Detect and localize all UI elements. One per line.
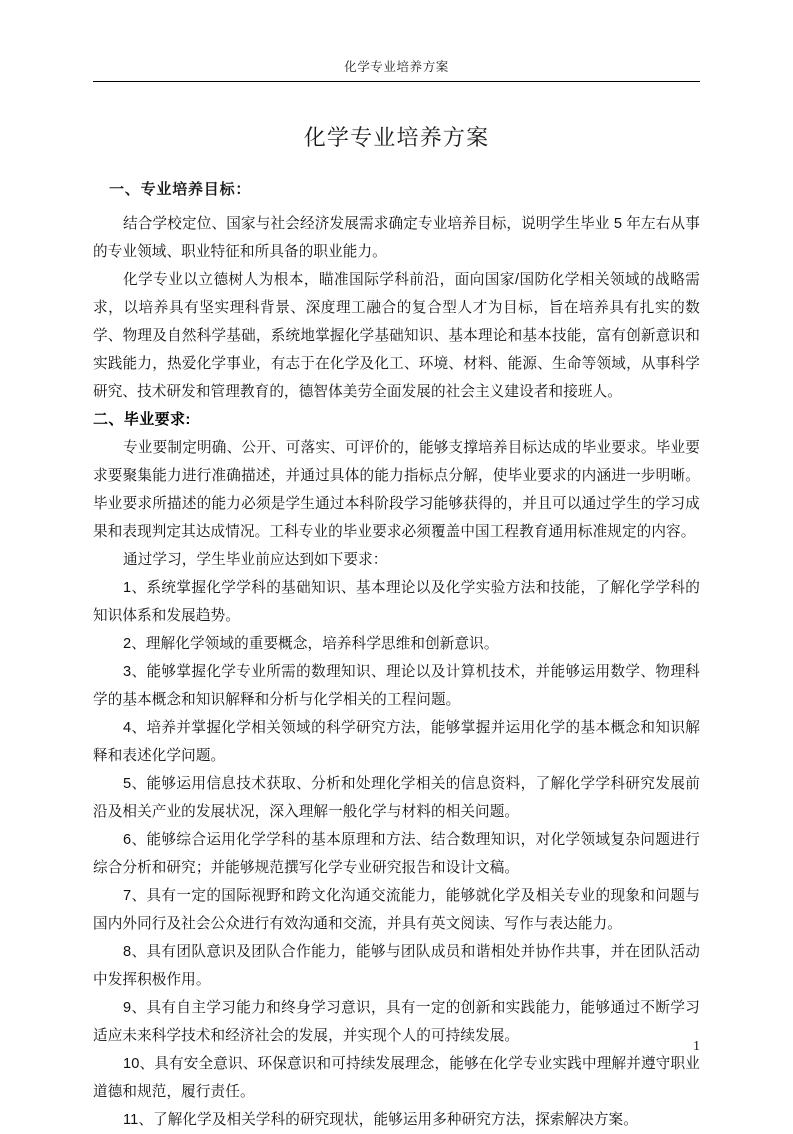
requirements-lead-in: 通过学习，学生毕业前应达到如下要求： — [123, 552, 388, 568]
requirement-item: 2、理解化学领域的重要概念，培养科学思维和创新意识。 — [123, 636, 499, 652]
requirement-item: 7、具有一定的国际视野和跨文化沟通交流能力，能够就化学及相关专业的现象和问题与国内外同行及社会公众进行有效沟通和交流，并具有英文阅读、写作与表达能力。 — [93, 888, 700, 932]
header-divider-rule — [93, 81, 700, 82]
section-heading-objectives: 一、专业培养目标： — [109, 182, 252, 198]
requirement-item: 10、具有安全意识、环保意识和可持续发展理念，能够在化学专业实践中理解并遵守职业道德和规范，履行责任。 — [93, 1056, 700, 1100]
objectives-paragraph-1: 结合学校定位、国家与社会经济发展需求确定专业培养目标，说明学生毕业 5 年左右从事的专业领域、职业特征和所具备的职业能力。 — [93, 216, 700, 260]
requirement-item: 4、培养并掌握化学相关领域的科学研究方法，能够掌握并运用化学的基本概念和知识解释和表述化学问题。 — [93, 720, 700, 764]
running-header — [93, 58, 700, 76]
section-heading-requirements: 二、毕业要求: — [93, 411, 191, 428]
document-body — [93, 176, 700, 1134]
requirement-item: 11、了解化学及相关学科的研究现状，能够运用多种研究方法，探索解决方案。 — [123, 1112, 638, 1128]
requirement-item: 9、具有自主学习能力和终身学习意识，具有一定的创新和实践能力，能够通过不断学习适应未来科学技术和经济社会的发展，并实现个人的可持续发展。 — [93, 1000, 700, 1044]
requirements-paragraph-1: 专业要制定明确、公开、可落实、可评价的，能够支撑培养目标达成的毕业要求。毕业要求要聚集能力进行准确描述，并通过具体的能力指标点分解，使毕业要求的内涵进一步明晰。毕业要求所描述的能力必须是学生通过本科阶段学习能够获得的，并且可以通过学生的学习成果和表现判定其达成情况。工科专业的毕业要求必须覆盖中国工程教育通用标准规定的内容。 — [93, 440, 700, 540]
footer-page-number: 1 — [693, 1039, 700, 1054]
requirement-item: 6、能够综合运用化学学科的基本原理和方法、结合数理知识，对化学领域复杂问题进行综合分析和研究；并能够规范撰写化学专业研究报告和设计文稿。 — [93, 832, 700, 876]
objectives-paragraph-2: 化学专业以立德树人为根本，瞄准国际学科前沿，面向国家/国防化学相关领域的战略需求，以培养具有坚实理科背景、深度理工融合的复合型人才为目标，旨在培养具有扎实的数学、物理及自然科学基础，系统地掌握化学基础知识、基本理论和基本技能，富有创新意识和实践能力，热爱化学事业，有志于在化学及化工、环境、材料、能源、生命等领域，从事科学研究、技术研发和管理教育的，德智体美劳全面发展的社会主义建设者和接班人。 — [93, 272, 700, 400]
page-title: 化学专业培养方案 — [303, 125, 490, 150]
requirement-item: 3、能够掌握化学专业所需的数理知识、理论以及计算机技术，并能够运用数学、物理科学的基本概念和知识解释和分析与化学相关的工程问题。 — [93, 664, 700, 708]
requirement-item: 1、系统掌握化学学科的基础知识、基本理论以及化学实验方法和技能，了解化学学科的知识体系和发展趋势。 — [93, 580, 700, 624]
requirement-item: 5、能够运用信息技术获取、分析和处理化学相关的信息资料，了解化学学科研究发展前沿及相关产业的发展状况，深入理解一般化学与材料的相关问题。 — [93, 776, 700, 820]
requirement-item: 8、具有团队意识及团队合作能力，能够与团队成员和谐相处并协作共事，并在团队活动中发挥积极作用。 — [93, 944, 700, 988]
running-header-title: 化学专业培养方案 — [344, 60, 449, 74]
